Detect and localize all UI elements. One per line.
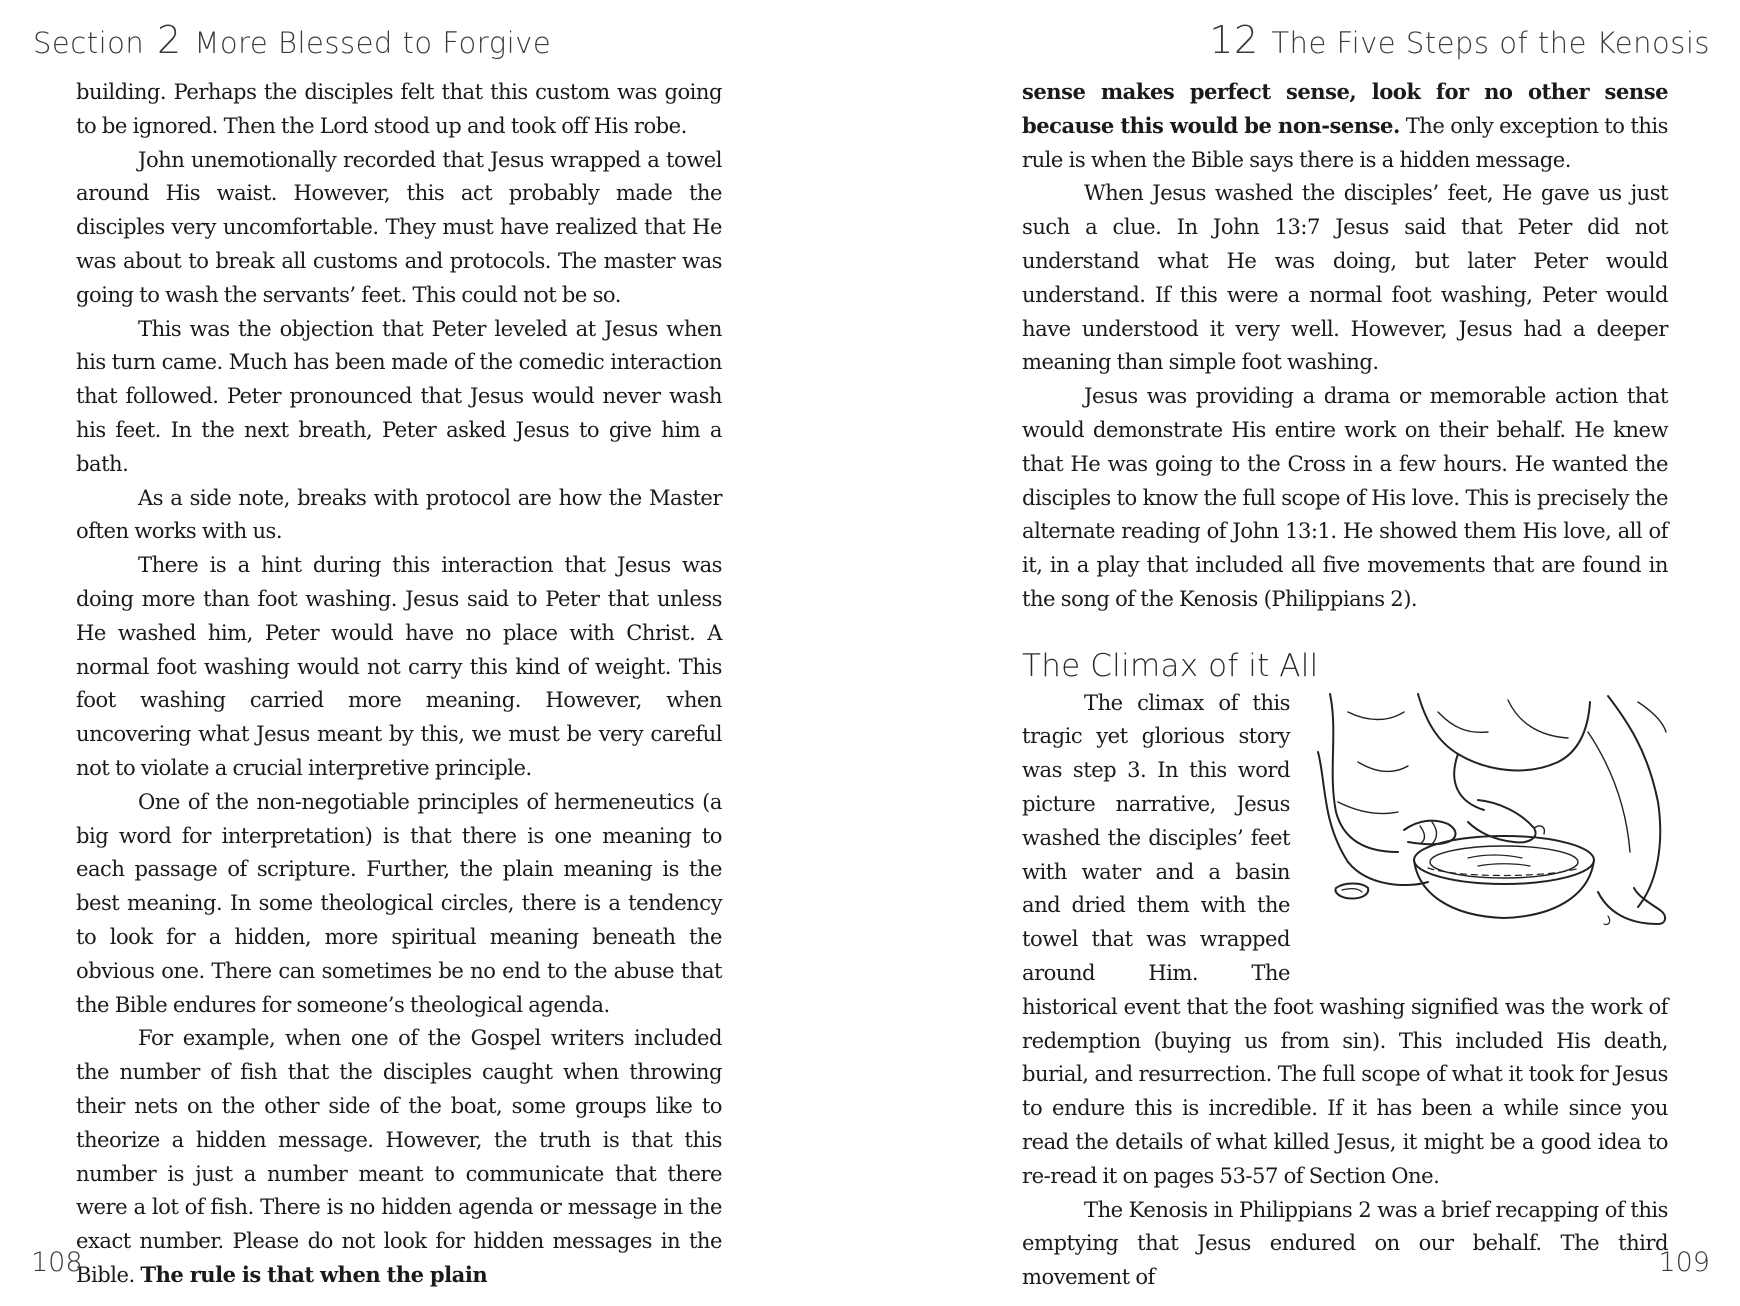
left-page — [0, 0, 790, 1306]
bold-rule-text: sense makes perfect sense, look for no other sense because this would be non-sense. — [1022, 79, 1668, 138]
paragraph: As a side note, breaks with protocol are how the Master often works with us. — [76, 484, 722, 544]
paragraph: One of the non-negotiable principles of hermeneutics (a big word for interpretation) is that there is one meaning to each passage of scripture. Further, the plain meaning is the best meaning. In some theological circles, there is a tendency to look for a hidden, more spiritual meaning beneath the obvious one. There can sometimes be no end to the abuse that the Bible endures for someone’s theological agenda. — [76, 788, 722, 1017]
paragraph — [76, 1021, 722, 1291]
running-head-section — [33, 18, 551, 62]
paragraph — [1022, 75, 1668, 176]
paragraph: There is a hint during this interaction that Jesus was doing more than foot washing. Jesus said to Peter that unless He washed him, Peter would have no place with Christ. A normal foot washing would not carry this kind of weight. This foot washing carried more meaning. However, when uncovering what Jesus meant by this, we must be very careful not to violate a crucial interpretive principle. — [76, 552, 722, 780]
foot-washing-illustration — [1308, 692, 1668, 960]
chapter-number: 12 — [1209, 18, 1259, 62]
paragraph: The climax of this tragic yet glorious story was step 3. In this word picture narrative, Jesus washed the disciples’ feet with water and a basin and dried them with the towel that was wrapped around Him. The historical event that the foot washing signified was the work of redemption (buying us from sin). This included His death, burial, and resurrection. The full scope of what it took for Jesus to endure this is incredible. If it has been a while since you read the details of what killed Jesus, it might be a good idea to re-read it on pages 53-57 of Section One. — [1022, 689, 1668, 1188]
running-head-chapter — [1206, 18, 1710, 62]
bold-rule-text: The rule is that when the plain — [140, 1261, 488, 1287]
paragraph: building. Perhaps the disciples felt that this custom was going to be ignored. Then the Lord stood up and took off His robe. — [76, 79, 722, 138]
paragraph: When Jesus washed the disciples’ feet, He gave us just such a clue. In John 13:7 Jesus said that Peter did not understand what He was doing, but later Peter would understand. If this were a normal foot washing, Peter would have understood it very well. However, Jesus had a deeper meaning than simple foot washing. — [1022, 180, 1668, 375]
paragraph: John unemotionally recorded that Jesus wrapped a towel around His waist. However, this act probably made the disciples very uncomfortable. They must have realized that He was about to break all customs and protocols. The master was going to wash the servants’ feet. This could not be so. — [76, 146, 722, 307]
paragraph: The Kenosis in Philippians 2 was a brief recapping of this emptying that Jesus endured on our behalf. The third movement of — [1022, 1196, 1668, 1290]
page-number-left: 108 — [31, 1247, 83, 1278]
section-word: Section — [33, 26, 145, 60]
section-title: More Blessed to Forgive — [194, 26, 552, 60]
paragraph-text: For example, when one of the Gospel writers included the number of fish that the disciples caught when throwing their nets on the other side of the boat, some groups like to theorize a hidden message. However, the truth is that this number is just a number meant to communicate that there were a lot of fish. There is no hidden agenda or message in the exact number. Please do not look for hidden messages in the Bible. — [76, 1025, 722, 1287]
paragraph-text: The only exception to this rule is when the Bible says there is a hidden message. — [1022, 112, 1668, 172]
section-subheading: The Climax of it All — [1022, 647, 1319, 684]
paragraph: This was the objection that Peter leveled at Jesus when his turn came. Much has been made of the comedic interaction that followed. Peter pronounced that Jesus would never wash his feet. In the next breath, Peter asked Jesus to give him a bath. — [76, 315, 722, 476]
right-page — [870, 0, 1740, 1306]
right-body-text — [1022, 75, 1668, 1294]
left-body-text — [76, 75, 722, 1292]
section-number: 2 — [156, 18, 182, 62]
chapter-title: The Five Steps of the Kenosis — [1271, 26, 1710, 60]
paragraph: Jesus was providing a drama or memorable action that would demonstrate His entire work on their behalf. He knew that He was going to the Cross in a few hours. He wanted the disciples to know the full scope of His love. This is precisely the alternate reading of John 13:1. He showed them His love, all of it, in a play that included all five movements that are found in the song of the Kenosis (Philippians 2). — [1022, 383, 1668, 611]
page-number-right: 109 — [1658, 1247, 1710, 1278]
